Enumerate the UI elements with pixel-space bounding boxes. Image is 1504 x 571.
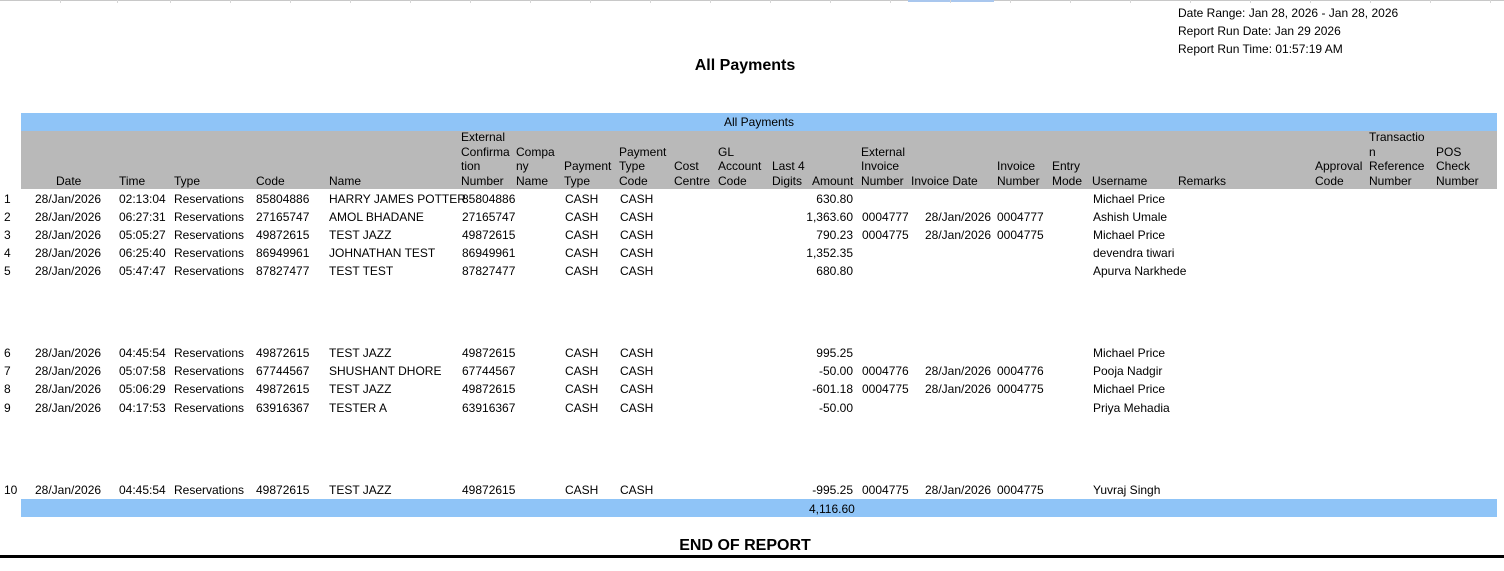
column-header-row — [21, 131, 1497, 189]
cell-payment-type-code: CASH — [620, 228, 654, 242]
end-of-report: END OF REPORT — [679, 537, 811, 554]
col-pos-check: POS Check Number — [1436, 144, 1479, 188]
grid-tick — [117, 0, 118, 3]
cell-invoice-number: 0004776 — [997, 364, 1044, 378]
cell-time: 04:45:54 — [119, 483, 166, 497]
cell-ext-conf: 49872615 — [462, 483, 516, 497]
cell-date: 28/Jan/2026 — [35, 210, 102, 224]
cell-name: TEST JAZZ — [329, 382, 392, 396]
cell-name: TESTER A — [329, 401, 388, 415]
cell-username: Pooja Nadgir — [1093, 364, 1163, 378]
cell-name: TEST TEST — [329, 264, 394, 278]
cell-username: Yuvraj Singh — [1093, 483, 1161, 497]
cell-ext-conf: 49872615 — [462, 228, 516, 242]
cell-type: Reservations — [174, 364, 245, 378]
cell-payment-type-code: CASH — [620, 401, 654, 415]
cell-ext-invoice: 0004775 — [862, 228, 909, 242]
col-code: Code — [256, 173, 285, 188]
date-range: Date Range: Jan 28, 2026 - Jan 28, 2026 — [1178, 6, 1399, 20]
cell-name: TEST JAZZ — [329, 346, 392, 360]
cell-type: Reservations — [174, 346, 245, 360]
cell-code: 49872615 — [256, 483, 310, 497]
cell-name: JOHNATHAN TEST — [329, 246, 436, 260]
cell-ext-conf: 87827477 — [462, 264, 516, 278]
grid-tick — [1250, 0, 1251, 3]
cell-time: 05:47:47 — [119, 264, 166, 278]
cell-type: Reservations — [174, 228, 245, 242]
cell-payment-type-code: CASH — [620, 346, 654, 360]
col-approval-code: Approval Code — [1315, 159, 1363, 188]
cell-amount: 1,363.60 — [806, 210, 853, 224]
col-cost-centre: Cost Centre — [674, 159, 711, 188]
cell-date: 28/Jan/2026 — [35, 192, 102, 206]
cell-date: 28/Jan/2026 — [35, 264, 102, 278]
cell-username: Priya Mehadia — [1093, 401, 1170, 415]
col-transaction-reference: Transactio n Reference Number — [1369, 130, 1425, 188]
cell-name: TEST JAZZ — [329, 483, 392, 497]
cell-payment-type: CASH — [565, 346, 599, 360]
cell-name: TEST JAZZ — [329, 228, 392, 242]
cell-ext-invoice: 0004775 — [862, 483, 909, 497]
cell-date: 28/Jan/2026 — [35, 382, 102, 396]
grid-tick — [290, 0, 291, 3]
grid-tick — [890, 0, 891, 3]
col-type: Type — [174, 173, 201, 188]
cell-payment-type: CASH — [565, 401, 599, 415]
cell-invoice-date: 28/Jan/2026 — [925, 382, 992, 396]
grid-tick — [830, 0, 831, 3]
cell-date: 28/Jan/2026 — [35, 346, 102, 360]
cell-name: SHUSHANT DHORE — [329, 364, 442, 378]
cell-username: Michael Price — [1093, 228, 1166, 242]
cell-amount: 995.25 — [816, 346, 853, 360]
cell-type: Reservations — [174, 210, 245, 224]
cell-time: 04:45:54 — [119, 346, 166, 360]
cell-ext-conf: 49872615 — [462, 382, 516, 396]
sheet-top-border — [0, 0, 1504, 1]
selected-cell-indicator — [908, 0, 994, 2]
cell-ext-invoice: 0004777 — [862, 210, 909, 224]
col-company: Compa ny Name — [516, 144, 555, 188]
col-username: Username — [1092, 173, 1148, 188]
cell-type: Reservations — [174, 264, 245, 278]
cell-payment-type: CASH — [565, 246, 599, 260]
cell-code: 49872615 — [256, 346, 310, 360]
cell-amount: 1,352.35 — [806, 246, 853, 260]
row-number: 5 — [4, 264, 11, 278]
cell-ext-invoice: 0004776 — [862, 364, 909, 378]
cell-time: 06:25:40 — [119, 246, 166, 260]
grid-tick — [650, 0, 651, 3]
cell-type: Reservations — [174, 246, 245, 260]
grid-tick — [170, 0, 171, 3]
cell-type: Reservations — [174, 483, 245, 497]
cell-username: Apurva Narkhede — [1093, 264, 1187, 278]
cell-code: 87827477 — [256, 264, 310, 278]
cell-code: 85804886 — [256, 192, 310, 206]
grid-tick — [230, 0, 231, 3]
cell-invoice-date: 28/Jan/2026 — [925, 210, 992, 224]
cell-time: 05:06:29 — [119, 382, 166, 396]
table-title: All Payments — [723, 115, 795, 129]
row-number: 7 — [4, 364, 11, 378]
row-number: 8 — [4, 382, 11, 396]
cell-username: Michael Price — [1093, 346, 1166, 360]
cell-amount: 680.80 — [816, 264, 853, 278]
col-invoice-number: Invoice Number — [997, 159, 1040, 188]
cell-payment-type: CASH — [565, 228, 599, 242]
cell-date: 28/Jan/2026 — [35, 401, 102, 415]
cell-time: 05:07:58 — [119, 364, 166, 378]
cell-username: Ashish Umale — [1093, 210, 1168, 224]
cell-time: 06:27:31 — [119, 210, 166, 224]
col-name: Name — [329, 173, 362, 188]
cell-amount: -50.00 — [818, 401, 853, 415]
col-remarks: Remarks — [1178, 173, 1227, 188]
cell-ext-conf: 86949961 — [462, 246, 516, 260]
cell-type: Reservations — [174, 192, 245, 206]
row-number: 3 — [4, 228, 11, 242]
cell-code: 86949961 — [256, 246, 310, 260]
total-amount: 4,116.60 — [809, 502, 855, 516]
col-last-4-digits: Last 4 Digits — [772, 159, 805, 188]
col-invoice-date: Invoice Date — [911, 173, 978, 188]
cell-payment-type: CASH — [565, 364, 599, 378]
run-time: Report Run Time: 01:57:19 AM — [1178, 42, 1343, 56]
totals-band — [21, 499, 1497, 517]
cell-amount: 630.80 — [816, 192, 853, 206]
cell-invoice-number: 0004777 — [997, 210, 1044, 224]
cell-code: 67744567 — [256, 364, 310, 378]
cell-ext-conf: 63916367 — [462, 401, 516, 415]
row-number: 4 — [4, 246, 11, 260]
row-number: 9 — [4, 401, 11, 415]
cell-payment-type-code: CASH — [620, 246, 654, 260]
grid-tick — [1310, 0, 1311, 3]
cell-invoice-number: 0004775 — [997, 382, 1044, 396]
col-gl-account-code: GL Account Code — [718, 144, 762, 188]
cell-code: 49872615 — [256, 228, 310, 242]
cell-payment-type-code: CASH — [620, 364, 654, 378]
cell-ext-conf: 85804886 — [462, 192, 516, 206]
cell-username: devendra tiwari — [1093, 246, 1175, 260]
table-title-band — [21, 113, 1497, 131]
cell-date: 28/Jan/2026 — [35, 246, 102, 260]
cell-name: AMOL BHADANE — [329, 210, 424, 224]
cell-payment-type: CASH — [565, 382, 599, 396]
col-entry-mode: Entry Mode — [1052, 159, 1083, 188]
grid-tick — [1190, 0, 1191, 3]
report-title: All Payments — [694, 57, 796, 74]
cell-amount: -995.25 — [812, 483, 853, 497]
cell-invoice-date: 28/Jan/2026 — [925, 364, 992, 378]
cell-username: Michael Price — [1093, 192, 1166, 206]
grid-tick — [1370, 0, 1371, 3]
grid-tick — [950, 0, 951, 3]
cell-amount: -601.18 — [812, 382, 853, 396]
cell-payment-type-code: CASH — [620, 382, 654, 396]
cell-invoice-date: 28/Jan/2026 — [925, 483, 992, 497]
col-amount: Amount — [812, 173, 854, 188]
cell-payment-type-code: CASH — [620, 192, 654, 206]
row-number: 10 — [4, 483, 18, 497]
cell-ext-invoice: 0004775 — [862, 382, 909, 396]
end-rule — [0, 555, 1504, 558]
report-meta — [1178, 4, 1398, 58]
cell-date: 28/Jan/2026 — [35, 228, 102, 242]
cell-payment-type-code: CASH — [620, 210, 654, 224]
cell-username: Michael Price — [1093, 382, 1166, 396]
cell-payment-type: CASH — [565, 264, 599, 278]
col-payment-type-code: Payment Type Code — [619, 144, 667, 188]
cell-code: 27165747 — [256, 210, 310, 224]
cell-date: 28/Jan/2026 — [35, 483, 102, 497]
cell-name: HARRY JAMES POTTER — [329, 192, 466, 206]
cell-invoice-number: 0004775 — [997, 228, 1044, 242]
grid-tick — [530, 0, 531, 3]
cell-invoice-number: 0004775 — [997, 483, 1044, 497]
cell-type: Reservations — [174, 382, 245, 396]
col-ext-conf: External Confirma tion Number — [461, 130, 510, 188]
col-date: Date — [56, 173, 82, 188]
grid-tick — [770, 0, 771, 3]
cell-code: 63916367 — [256, 401, 310, 415]
grid-tick — [1430, 0, 1431, 3]
cell-ext-conf: 49872615 — [462, 346, 516, 360]
cell-time: 05:05:27 — [119, 228, 166, 242]
cell-code: 49872615 — [256, 382, 310, 396]
cell-amount: 790.23 — [816, 228, 853, 242]
row-number: 6 — [4, 346, 11, 360]
grid-tick — [1490, 0, 1491, 3]
col-time: Time — [119, 173, 146, 188]
cell-amount: -50.00 — [818, 364, 853, 378]
grid-tick — [350, 0, 351, 3]
cell-payment-type: CASH — [565, 483, 599, 497]
grid-tick — [60, 0, 61, 3]
cell-time: 04:17:53 — [119, 401, 166, 415]
cell-ext-conf: 67744567 — [462, 364, 516, 378]
col-external-invoice: External Invoice Number — [861, 144, 906, 188]
grid-tick — [470, 0, 471, 3]
row-number: 1 — [4, 192, 11, 206]
cell-date: 28/Jan/2026 — [35, 364, 102, 378]
cell-payment-type-code: CASH — [620, 264, 654, 278]
row-number: 2 — [4, 210, 11, 224]
grid-tick — [1070, 0, 1071, 3]
cell-time: 02:13:04 — [119, 192, 166, 206]
cell-payment-type: CASH — [565, 192, 599, 206]
cell-ext-conf: 27165747 — [462, 210, 516, 224]
grid-tick — [410, 0, 411, 3]
col-payment-type: Payment Type — [564, 159, 612, 188]
grid-tick — [1010, 0, 1011, 3]
grid-tick — [590, 0, 591, 3]
cell-payment-type-code: CASH — [620, 483, 654, 497]
run-date: Report Run Date: Jan 29 2026 — [1178, 24, 1341, 38]
cell-payment-type: CASH — [565, 210, 599, 224]
grid-tick — [710, 0, 711, 3]
cell-type: Reservations — [174, 401, 245, 415]
cell-invoice-date: 28/Jan/2026 — [925, 228, 992, 242]
grid-tick — [1130, 0, 1131, 3]
